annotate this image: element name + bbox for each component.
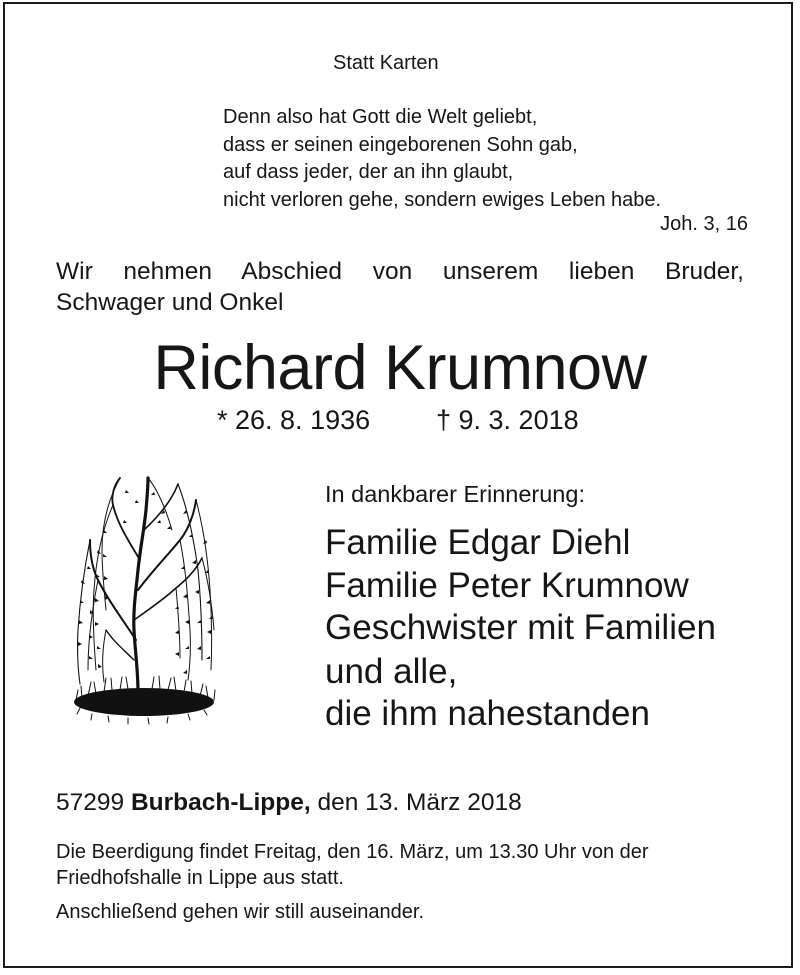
birth-date: * 26. 8. 1936 (217, 405, 371, 435)
verse-line: Denn also hat Gott die Welt geliebt, (223, 106, 538, 128)
verse-line: auf dass jeder, der an ihn glaubt, (223, 161, 514, 183)
thanks-heading: In dankbarer Erinnerung: (325, 481, 585, 507)
header-statt-karten: Statt Karten (333, 52, 439, 74)
mourners-list (325, 522, 716, 736)
verse-line: nicht verloren gehe, sondern ewiges Leben habe. (223, 188, 662, 211)
postcode: 57299 (56, 789, 125, 816)
mourner-line: Familie Peter Krumnow (325, 565, 689, 605)
place-date-line (56, 789, 522, 817)
intro-text (56, 256, 744, 318)
town: Burbach-Lippe, (130, 789, 311, 816)
weeping-willow-icon (68, 470, 220, 742)
mourner-line: Familie Edgar Diehl (325, 523, 631, 562)
mourner-line: Geschwister mit Familien (325, 608, 716, 647)
funeral-line: Friedhofshalle in Lippe aus statt. (56, 867, 344, 889)
mourner-line: die ihm nahestanden (325, 694, 650, 733)
closing-text: Anschließend gehen wir still auseinander. (56, 901, 424, 923)
notice-date: den 13. März 2018 (317, 789, 522, 816)
verse-line: dass er seinen eingeborenen Sohn gab, (223, 133, 578, 156)
deceased-name: Richard Krumnow (153, 333, 647, 403)
bible-verse (223, 104, 661, 214)
intro-line: Schwager und Onkel (56, 289, 284, 316)
funeral-info (56, 839, 649, 891)
death-date: † 9. 3. 2018 (436, 405, 579, 435)
intro-line: Wir nehmen Abschied von unserem lieben Bruder, (56, 258, 744, 285)
funeral-line: Die Beerdigung findet Freitag, den 16. März, um 13.30 Uhr von der (56, 841, 649, 863)
verse-reference: Joh. 3, 16 (660, 213, 748, 235)
mourner-line: und alle, (325, 651, 458, 691)
